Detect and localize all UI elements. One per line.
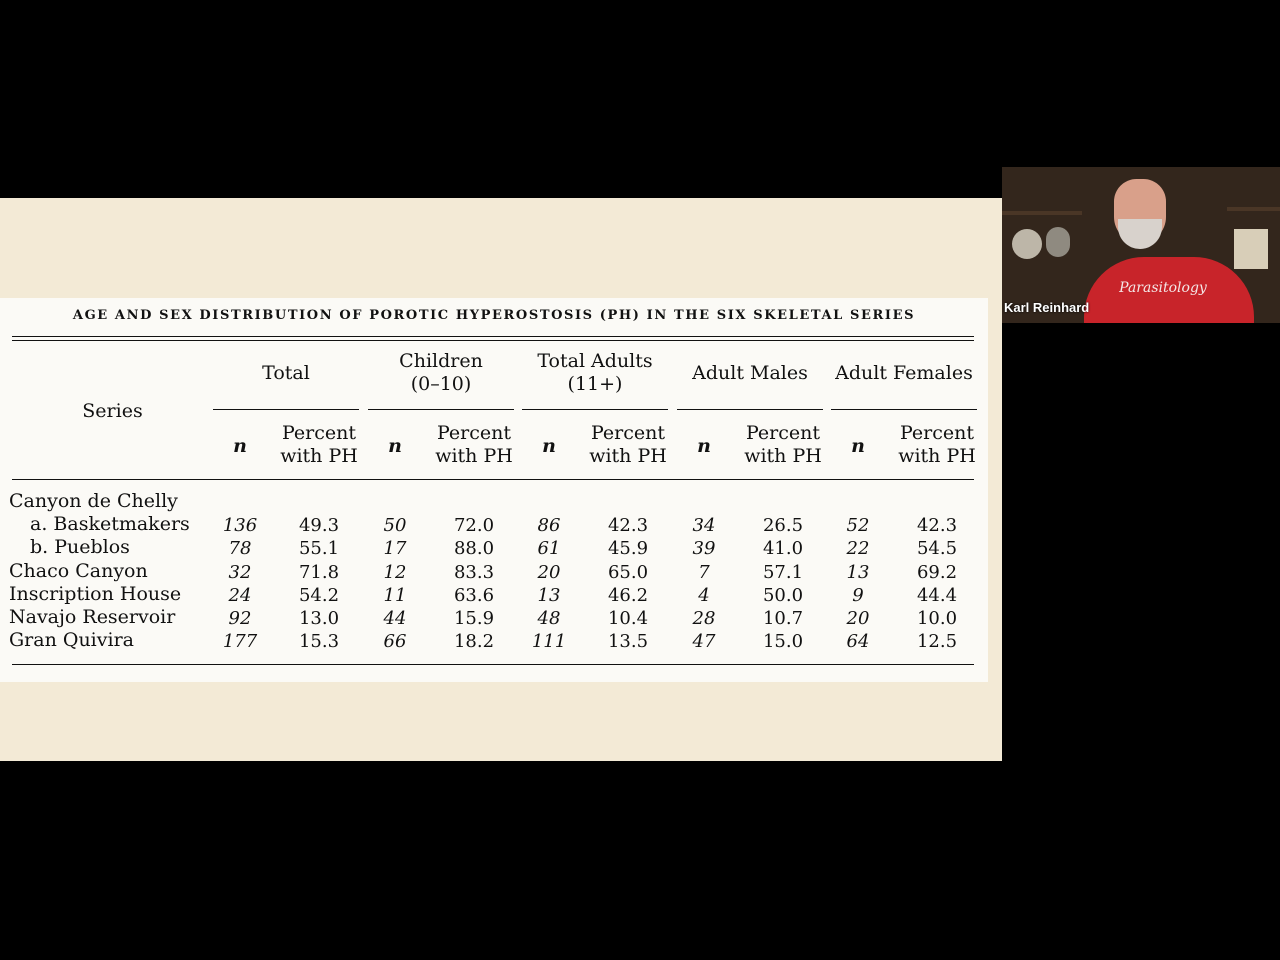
n-cell: 22	[846, 538, 870, 560]
percent-column-label	[582, 422, 674, 468]
percent-cell: 26.5	[762, 515, 804, 537]
n-cell: 32	[228, 561, 252, 583]
percent-cell: 18.2	[453, 631, 495, 653]
n-cell: 92	[228, 608, 252, 629]
top-rule-2	[12, 340, 974, 341]
percent-cell: 42.3	[916, 515, 958, 537]
n-cell: 39	[692, 538, 716, 560]
row-label: b. Pueblos	[30, 536, 130, 559]
plate-2	[1046, 227, 1070, 257]
n-cell: 11	[383, 584, 407, 606]
percent-cell: 13.5	[607, 631, 649, 653]
percent-cell: 49.3	[298, 515, 340, 537]
percent-cell: 45.9	[607, 538, 649, 560]
percent-cell: 42.3	[607, 515, 649, 537]
percent-label-line2: with PH	[280, 445, 358, 467]
percent-label-line2: with PH	[898, 445, 976, 467]
group-header-0	[213, 362, 359, 385]
percent-label-line1: Percent	[745, 422, 820, 444]
percent-label-line2: with PH	[744, 445, 822, 467]
percent-cell: 55.1	[298, 538, 340, 560]
n-cell: 4	[698, 584, 710, 606]
table-title: AGE AND SEX DISTRIBUTION OF POROTIC HYPEROSTOSIS (PH) IN THE SIX SKELETAL SERIES	[72, 308, 916, 323]
shirt-logo-text: Parasitology	[1119, 280, 1207, 296]
top-rule	[12, 336, 974, 337]
percent-label-line1: Percent	[436, 422, 511, 444]
group-underline-2	[522, 409, 668, 410]
n-column-label: n	[233, 435, 247, 457]
row-label: Gran Quivira	[9, 629, 134, 652]
shelf-board-2	[1227, 207, 1280, 211]
percent-cell: 10.4	[607, 608, 649, 629]
percent-cell: 88.0	[453, 538, 495, 560]
row-label: Chaco Canyon	[9, 559, 148, 582]
n-cell: 136	[222, 515, 258, 537]
percent-cell: 10.7	[762, 608, 804, 629]
percent-cell: 12.5	[916, 631, 958, 653]
n-cell: 177	[222, 631, 258, 653]
percent-label-line1: Percent	[899, 422, 974, 444]
group-header-line2: (0–10)	[410, 373, 472, 395]
participant-video-tile[interactable]	[1002, 167, 1280, 323]
percent-cell: 54.5	[916, 538, 958, 560]
group-underline-3	[677, 409, 823, 410]
n-cell: 7	[698, 561, 710, 583]
group-header-line1: Adult Males	[692, 362, 808, 384]
percent-label-line1: Percent	[281, 422, 356, 444]
participant-name-label: Karl Reinhard	[1004, 300, 1090, 315]
percent-column-label	[273, 422, 365, 468]
percent-cell: 83.3	[453, 561, 495, 583]
percent-cell: 10.0	[916, 608, 958, 629]
group-header-line1: Adult Females	[835, 362, 973, 384]
n-cell: 34	[692, 515, 716, 537]
percent-cell: 65.0	[607, 561, 649, 583]
header-bottom-rule	[12, 479, 974, 480]
group-underline-0	[213, 409, 359, 410]
n-cell: 78	[228, 538, 252, 560]
table-card	[0, 298, 988, 682]
percent-cell: 63.6	[453, 584, 495, 606]
n-cell: 47	[692, 631, 716, 653]
percent-column-label	[891, 422, 983, 468]
n-cell: 12	[383, 561, 407, 583]
group-header-line1: Total	[262, 362, 310, 384]
book	[1234, 229, 1268, 269]
group-header-1	[368, 350, 514, 396]
series-header: Series	[82, 400, 143, 422]
percent-label-line2: with PH	[589, 445, 667, 467]
percent-cell: 44.4	[916, 584, 958, 606]
group-header-line1: Children	[399, 350, 483, 372]
row-label: Canyon de Chelly	[9, 490, 178, 512]
n-column-label: n	[388, 435, 402, 457]
group-header-2	[522, 350, 668, 396]
shelf-board	[1002, 211, 1082, 215]
percent-cell: 69.2	[916, 561, 958, 583]
n-cell: 50	[383, 515, 407, 537]
n-column-label: n	[542, 435, 556, 457]
percent-column-label	[737, 422, 829, 468]
percent-label-line2: with PH	[435, 445, 513, 467]
group-header-4	[831, 362, 977, 385]
n-cell: 66	[383, 631, 407, 653]
row-label: Navajo Reservoir	[9, 606, 176, 628]
n-cell: 61	[537, 538, 561, 560]
percent-cell: 54.2	[298, 584, 340, 606]
plate	[1012, 229, 1042, 259]
n-cell: 44	[383, 608, 407, 629]
group-underline-1	[368, 409, 514, 410]
n-cell: 64	[846, 631, 870, 653]
bottom-rule	[12, 664, 974, 665]
n-cell: 28	[692, 608, 716, 629]
n-column-label: n	[851, 435, 865, 457]
n-cell: 48	[537, 608, 561, 629]
percent-cell: 57.1	[762, 561, 804, 583]
percent-cell: 13.0	[298, 608, 340, 629]
n-cell: 24	[228, 584, 252, 606]
percent-cell: 46.2	[607, 584, 649, 606]
percent-cell: 15.0	[762, 631, 804, 653]
percent-column-label	[428, 422, 520, 468]
percent-cell: 50.0	[762, 584, 804, 606]
group-header-line2: (11+)	[567, 373, 623, 395]
group-header-3	[677, 362, 823, 385]
percent-cell: 72.0	[453, 515, 495, 537]
n-cell: 20	[537, 561, 561, 583]
n-cell: 9	[852, 584, 864, 606]
percent-cell: 15.3	[298, 631, 340, 653]
group-header-line1: Total Adults	[537, 350, 653, 372]
n-cell: 111	[531, 631, 567, 653]
percent-label-line1: Percent	[590, 422, 665, 444]
n-cell: 13	[537, 584, 561, 606]
row-label: Inscription House	[9, 582, 182, 605]
n-cell: 20	[846, 608, 870, 629]
n-cell: 17	[383, 538, 407, 560]
n-column-label: n	[697, 435, 711, 457]
n-cell: 86	[537, 515, 561, 537]
percent-cell: 15.9	[453, 608, 495, 629]
n-cell: 13	[846, 561, 870, 583]
percent-cell: 41.0	[762, 538, 804, 560]
group-underline-4	[831, 409, 977, 410]
row-label: a. Basketmakers	[30, 513, 190, 536]
shared-slide	[0, 198, 1002, 761]
percent-cell: 71.8	[298, 561, 340, 583]
n-cell: 52	[846, 515, 870, 537]
